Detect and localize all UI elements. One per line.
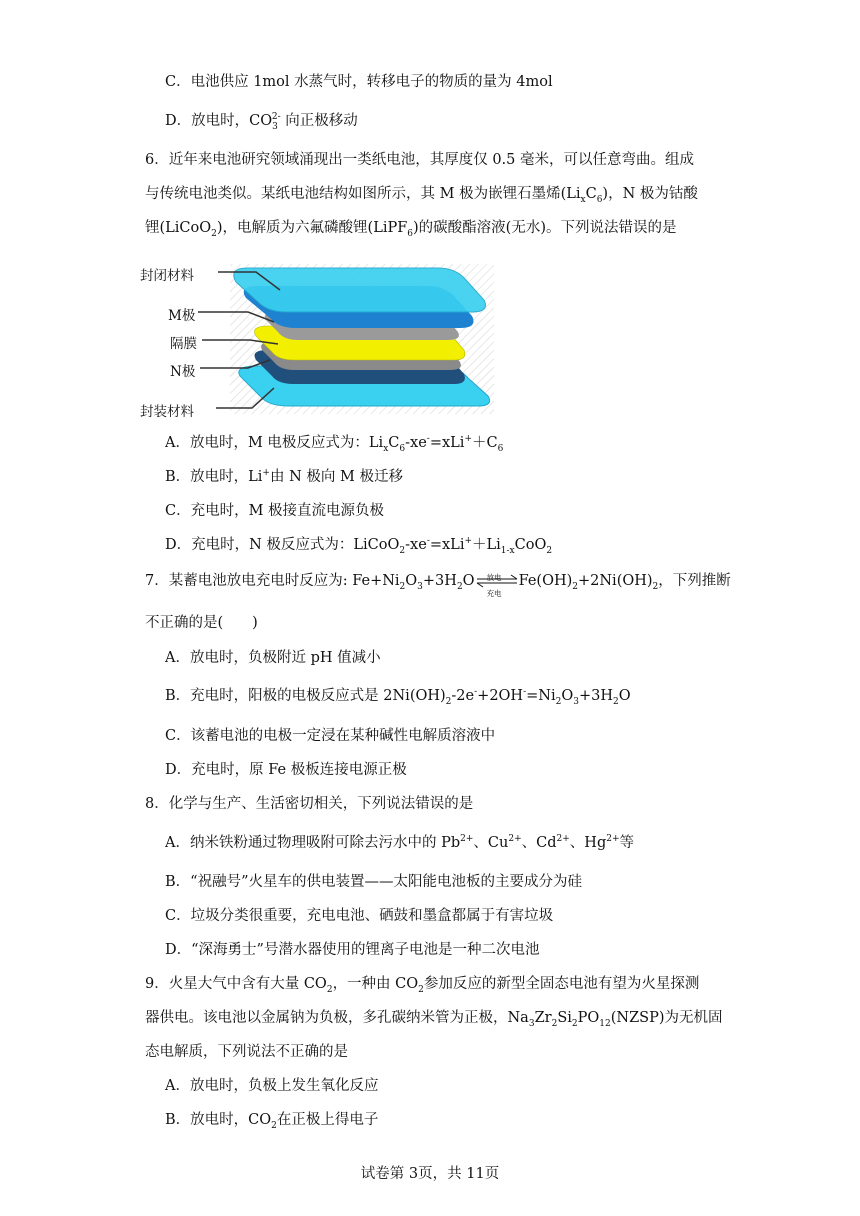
q8-option-a: A．纳米铁粉通过物理吸附可除去污水中的 $Pb^{2+}$、$Cu^{2+}$、$Cd^{2+}$、$Hg^{2+}$等	[165, 834, 635, 851]
q6-option-c: C．充电时，M 极接直流电源负极	[165, 503, 385, 519]
reversible-arrow: 放电 充电	[475, 571, 519, 591]
q7-option-a: A．放电时，负极附近 pH 值减小	[165, 650, 381, 666]
label-packaging-material: 封装材料	[140, 404, 194, 420]
q5-option-d: D．放电时，$CO_3^{2-}$ 向正极移动	[165, 112, 358, 132]
q8-option-c: C．垃圾分类很重要，充电电池、硒鼓和墨盒都属于有害垃圾	[165, 908, 554, 924]
q9-stem-line1: 9．火星大气中含有大量 $CO_2$，一种由 $CO_2$参加反应的新型全固态电池有望为火星探测	[145, 976, 700, 995]
q6-stem-line2: 与传统电池类似。某纸电池结构如图所示，其 M 极为嵌锂石墨烯$(Li_xC_6)$，N 极为钴酸	[145, 186, 698, 205]
q6-option-b: B．放电时，Li+由 N 极向 M 极迁移	[165, 468, 403, 485]
label-sealing-material: 封闭材料	[140, 268, 194, 284]
q5-option-c: C．电池供应 1mol 水蒸气时，转移电子的物质的量为 4mol	[165, 74, 553, 90]
q9-stem-line3: 态电解质，下列说法不正确的是	[145, 1044, 348, 1060]
q6-option-a: A．放电时，M 电极反应式为：$Li_xC_6-xe^-=xLi^++C_6$	[165, 434, 504, 454]
q9-option-b: B．放电时，$CO_2$在正极上得电子	[165, 1112, 379, 1131]
paper-battery-figure	[138, 256, 498, 422]
q7-option-d: D．充电时，原 Fe 极板连接电源正极	[165, 762, 407, 778]
q6-stem-line1: 6．近年来电池研究领域涌现出一类纸电池，其厚度仅 0.5 毫米，可以任意弯曲。组成	[145, 152, 695, 168]
q7-stem-line1: 7．某蓄电池放电充电时反应为: $Fe+Ni_2O_3+3H_2O$ 放电 充电 $Fe(OH)_2+2Ni(OH)_2$，下列推断	[145, 573, 731, 598]
q8-option-d: D．“深海勇士”号潜水器使用的锂离子电池是一种二次电池	[165, 942, 540, 958]
q6-option-d: D．充电时，N 极反应式为：$LiCoO_2-xe^-=xLi^++Li_{1-x}CoO_2$	[165, 536, 553, 556]
page-footer: 试卷第 3页，共 11页	[360, 1166, 500, 1182]
label-n-electrode: N极	[170, 364, 196, 380]
q9-stem-line2: 器供电。该电池以金属钠为负极，多孔碳纳米管为正极，$Na_3Zr_2Si_2PO_{12}(NZSP)$为无机固	[145, 1010, 723, 1029]
q8-stem: 8．化学与生产、生活密切相关，下列说法错误的是	[145, 796, 474, 812]
q7-option-b: B．充电时，阳极的电极反应式是 $2Ni(OH)_2-2e^-+2OH^-=Ni_2O_3+3H_2O$	[165, 687, 631, 707]
q7-stem-line2: 不正确的是( )	[145, 615, 258, 631]
q9-option-a: A．放电时，负极上发生氧化反应	[165, 1078, 379, 1094]
q6-stem-line3: 锂(LiCoO$_2$)，电解质为六氟磷酸锂(LiPF$_6$)的碳酸酯溶液(无水)。下列说法错误的是	[145, 220, 677, 239]
label-separator: 隔膜	[170, 336, 197, 352]
q8-option-b: B．“祝融号”火星车的供电装置——太阳能电池板的主要成分为硅	[165, 874, 582, 890]
label-m-electrode: M极	[168, 308, 196, 324]
q7-option-c: C．该蓄电池的电极一定浸在某种碱性电解质溶液中	[165, 728, 496, 744]
layer-sealing	[234, 268, 486, 312]
